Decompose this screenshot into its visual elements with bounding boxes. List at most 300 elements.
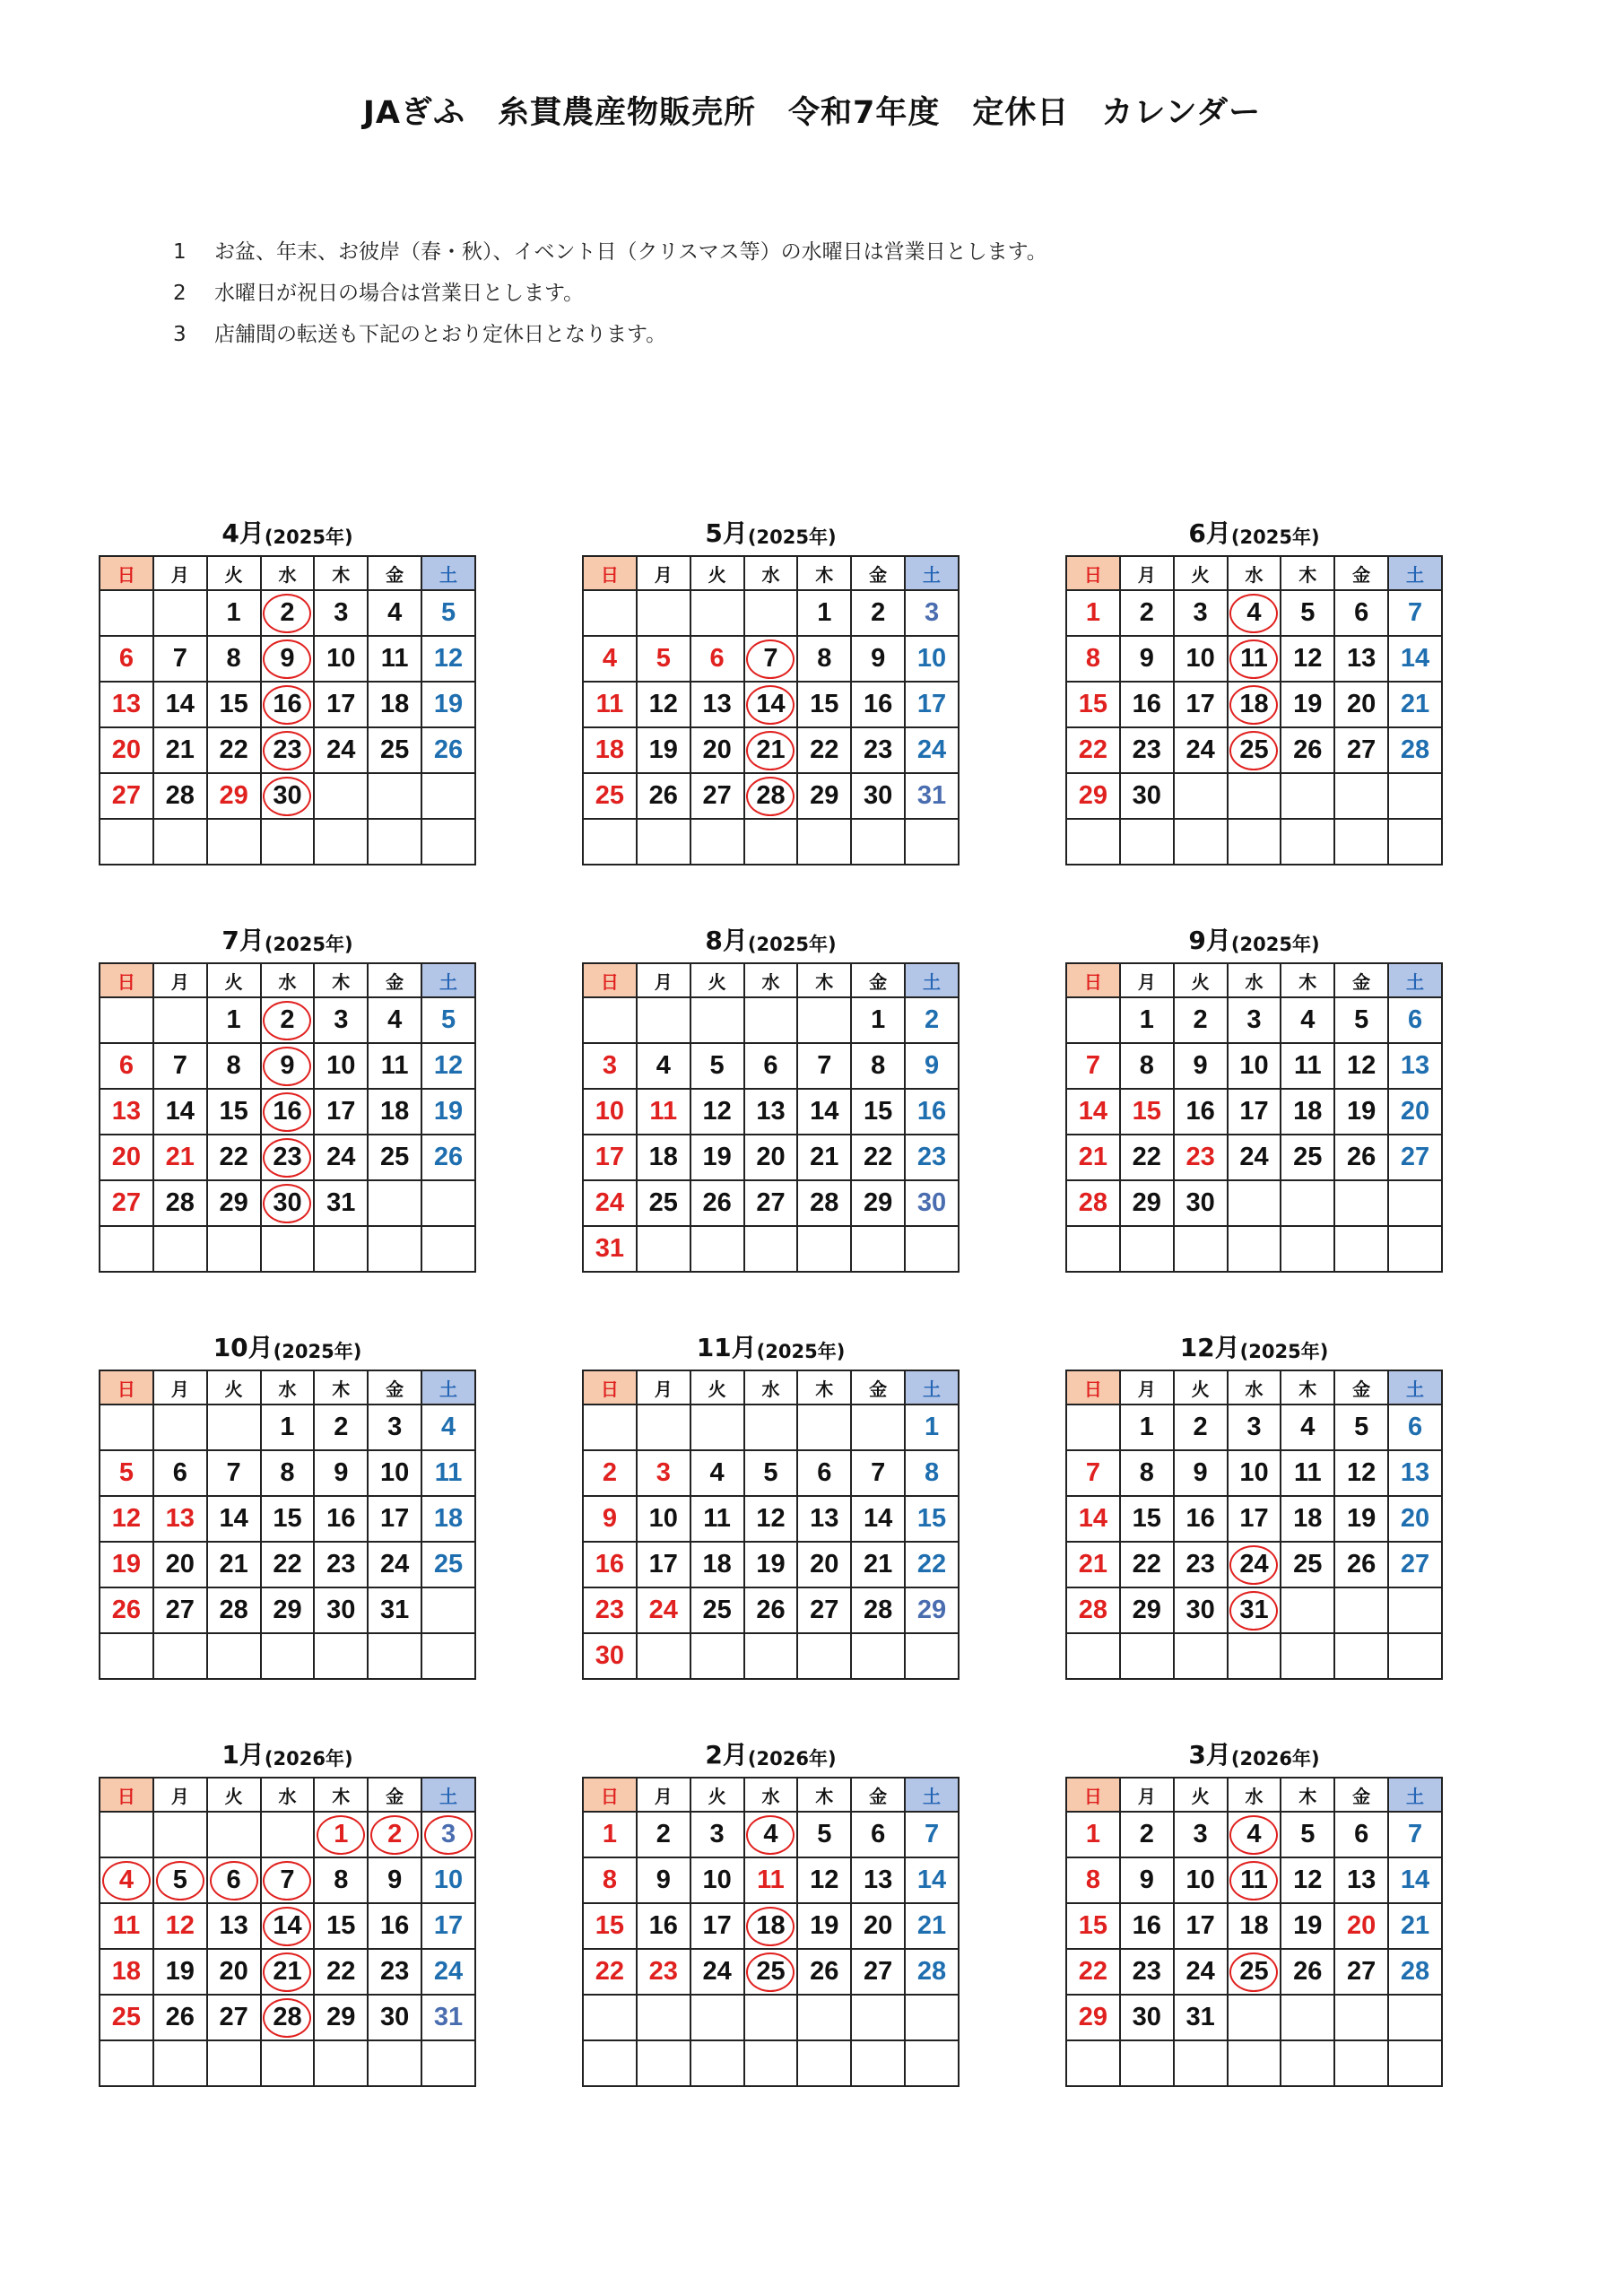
- empty-day-cell: [314, 1633, 368, 1679]
- day-number: 19: [810, 1911, 839, 1940]
- empty-day-cell: [1120, 1633, 1174, 1679]
- day-cell: [905, 1542, 959, 1587]
- day-number: 6: [1354, 1820, 1369, 1848]
- weekday-header: 木: [797, 1778, 851, 1812]
- day-cell: [261, 590, 315, 636]
- empty-day-cell: [1120, 2040, 1174, 2086]
- day-number: 16: [1132, 1911, 1161, 1940]
- day-cell: [1388, 590, 1442, 636]
- empty-day-cell: [153, 1812, 207, 1857]
- day-cell: [1066, 1542, 1120, 1587]
- weekday-header: 火: [207, 963, 261, 997]
- note-text: 水曜日が祝日の場合は営業日とします。: [214, 282, 585, 305]
- day-cell: [637, 1043, 690, 1089]
- weekday-header: 土: [421, 963, 475, 997]
- day-number: 24: [916, 735, 947, 764]
- day-cell: [207, 1450, 261, 1496]
- day-number: 17: [916, 690, 947, 718]
- empty-day-cell: [637, 2040, 690, 2086]
- day-number: 8: [1139, 1051, 1154, 1080]
- weekday-header: 水: [744, 556, 798, 590]
- day-cell: [1120, 1089, 1174, 1135]
- day-cell: [1174, 1857, 1228, 1903]
- day-number: 7: [817, 1051, 832, 1080]
- day-cell: [797, 1903, 851, 1949]
- day-cell: [1228, 1949, 1281, 1995]
- day-number: 27: [1347, 735, 1376, 764]
- note-text: お盆、年末、お彼岸（春・秋）、イベント日（クリスマス等）の水曜日は営業日とします。: [214, 240, 1047, 264]
- day-cell: [368, 1812, 421, 1857]
- note-text: 店舗間の転送も下記のとおり定休日となります。: [214, 323, 667, 346]
- day-cell: [100, 1857, 153, 1903]
- day-number: 4: [387, 598, 403, 627]
- empty-day-cell: [905, 1995, 959, 2040]
- day-number: 29: [273, 1596, 302, 1624]
- empty-day-cell: [207, 1812, 261, 1857]
- day-number: 11: [112, 1911, 141, 1940]
- day-cell: [905, 1405, 959, 1450]
- day-number: 9: [924, 1051, 940, 1080]
- day-number: 14: [165, 1097, 195, 1126]
- week-row: [583, 2040, 959, 2086]
- week-row: [100, 1812, 475, 1857]
- empty-day-cell: [368, 819, 421, 865]
- day-cell: [100, 1903, 153, 1949]
- day-number: 28: [219, 1596, 248, 1624]
- empty-day-cell: [207, 1633, 261, 1679]
- day-cell: [851, 590, 905, 636]
- empty-day-cell: [583, 1995, 637, 2040]
- week-row: [100, 1450, 475, 1496]
- day-cell: [421, 1405, 475, 1450]
- day-number: 7: [924, 1820, 940, 1848]
- day-number: 14: [165, 690, 195, 718]
- day-number: 16: [380, 1911, 410, 1940]
- day-cell: [1066, 590, 1120, 636]
- weekday-header: 月: [1120, 963, 1174, 997]
- week-row: [100, 819, 475, 865]
- day-cell: [314, 682, 368, 727]
- day-number: 3: [334, 1005, 349, 1034]
- closed-day-number: 7: [280, 1866, 295, 1894]
- day-cell: [100, 1043, 153, 1089]
- month-year: (2025年): [1230, 934, 1320, 955]
- weekday-header: 水: [1228, 556, 1281, 590]
- day-number: 12: [702, 1097, 732, 1126]
- empty-day-cell: [153, 997, 207, 1043]
- day-cell: [583, 1812, 637, 1857]
- day-cell: [207, 1587, 261, 1633]
- weekday-header-row: [100, 1370, 475, 1405]
- day-cell: [1281, 1405, 1334, 1450]
- day-cell: [905, 997, 959, 1043]
- day-number: 29: [1078, 781, 1108, 810]
- day-cell: [261, 1135, 315, 1180]
- day-cell: [1120, 727, 1174, 773]
- closed-day-number: 18: [1239, 690, 1269, 718]
- day-cell: [207, 1135, 261, 1180]
- day-number: 5: [440, 1005, 456, 1034]
- empty-day-cell: [1066, 1633, 1120, 1679]
- day-cell: [421, 1949, 475, 1995]
- day-cell: [1066, 773, 1120, 819]
- day-cell: [1066, 727, 1120, 773]
- day-cell: [905, 1450, 959, 1496]
- month-year: (2026年): [747, 1748, 837, 1770]
- day-cell: [1388, 1496, 1442, 1542]
- day-cell: [851, 1135, 905, 1180]
- calendar-table: [582, 962, 960, 1273]
- day-number: 15: [219, 1097, 248, 1126]
- empty-day-cell: [744, 1995, 798, 2040]
- weekday-header: 月: [1120, 1370, 1174, 1405]
- day-cell: [100, 1089, 153, 1135]
- empty-day-cell: [1066, 1226, 1120, 1272]
- day-number: 20: [1400, 1097, 1430, 1126]
- day-number: 13: [1347, 1866, 1376, 1894]
- week-row: [1066, 1089, 1442, 1135]
- day-number: 9: [1193, 1458, 1208, 1487]
- empty-day-cell: [690, 2040, 744, 2086]
- week-row: [583, 727, 959, 773]
- week-row: [583, 1496, 959, 1542]
- weekday-header: 木: [1281, 1778, 1334, 1812]
- day-number: 26: [111, 1596, 142, 1624]
- day-cell: [207, 1542, 261, 1587]
- day-number: 22: [1132, 1550, 1161, 1578]
- closed-day-number: 11: [1240, 1866, 1268, 1894]
- day-number: 24: [1239, 1143, 1269, 1171]
- closed-day-number: 25: [756, 1957, 786, 1986]
- day-number: 18: [380, 1097, 410, 1126]
- day-cell: [1066, 1043, 1120, 1089]
- day-number: 7: [172, 1051, 187, 1080]
- month-year: (2025年): [756, 1341, 846, 1362]
- empty-day-cell: [207, 2040, 261, 2086]
- day-cell: [744, 1496, 798, 1542]
- week-row: [100, 1995, 475, 2040]
- empty-day-cell: [207, 1405, 261, 1450]
- day-number: 6: [172, 1458, 187, 1487]
- day-number: 22: [219, 1143, 248, 1171]
- day-number: 5: [763, 1458, 778, 1487]
- day-cell: [421, 682, 475, 727]
- day-number: 15: [1132, 1504, 1161, 1533]
- day-number: 20: [702, 735, 732, 764]
- day-cell: [1066, 682, 1120, 727]
- day-number: 13: [1400, 1051, 1430, 1080]
- weekday-header: 水: [261, 1370, 315, 1405]
- month-name: 7月: [221, 926, 265, 955]
- day-number: 29: [1078, 2003, 1108, 2031]
- day-number: 22: [1132, 1143, 1161, 1171]
- month-year: (2025年): [1239, 1341, 1329, 1362]
- day-number: 25: [380, 1143, 410, 1171]
- day-cell: [797, 590, 851, 636]
- day-cell: [100, 1587, 153, 1633]
- day-cell: [1120, 636, 1174, 682]
- day-cell: [1174, 1542, 1228, 1587]
- weekday-header: 日: [100, 1370, 153, 1405]
- weekday-header: 日: [100, 963, 153, 997]
- day-cell: [314, 1857, 368, 1903]
- weekday-header: 土: [905, 556, 959, 590]
- week-row: [100, 590, 475, 636]
- day-number: 9: [602, 1504, 617, 1533]
- day-cell: [905, 1812, 959, 1857]
- month-calendar: [99, 1330, 476, 1680]
- day-number: 11: [757, 1866, 785, 1894]
- day-number: 15: [864, 1097, 893, 1126]
- day-number: 25: [433, 1550, 464, 1578]
- day-cell: [421, 997, 475, 1043]
- day-cell: [261, 682, 315, 727]
- day-cell: [314, 1496, 368, 1542]
- empty-day-cell: [690, 1633, 744, 1679]
- day-cell: [421, 1043, 475, 1089]
- day-number: 27: [864, 1957, 893, 1986]
- closed-day-number: 14: [273, 1911, 302, 1940]
- day-number: 19: [756, 1550, 786, 1578]
- empty-day-cell: [368, 2040, 421, 2086]
- week-row: [100, 1405, 475, 1450]
- weekday-header: 金: [1334, 1370, 1388, 1405]
- day-cell: [690, 1903, 744, 1949]
- weekday-header: 金: [1334, 963, 1388, 997]
- day-number: 12: [648, 690, 678, 718]
- weekday-header: 金: [368, 556, 421, 590]
- day-cell: [1120, 1903, 1174, 1949]
- day-number: 26: [1347, 1550, 1376, 1578]
- closed-day-number: 4: [118, 1866, 134, 1894]
- day-cell: [690, 1496, 744, 1542]
- empty-day-cell: [637, 1226, 690, 1272]
- day-number: 14: [1400, 644, 1430, 673]
- weekday-header: 土: [1388, 963, 1442, 997]
- week-row: [100, 1496, 475, 1542]
- day-number: 6: [1354, 598, 1369, 627]
- day-number: 6: [1407, 1005, 1423, 1034]
- day-cell: [1174, 1496, 1228, 1542]
- weekday-header-row: [100, 556, 475, 590]
- day-number: 20: [111, 1143, 142, 1171]
- day-number: 2: [1193, 1413, 1208, 1441]
- weekday-header: 土: [421, 556, 475, 590]
- page-title: JAぎふ 糸貫農産物販売所 令和7年度 定休日 カレンダー: [362, 95, 1262, 131]
- empty-day-cell: [637, 997, 690, 1043]
- month-title: [99, 516, 476, 555]
- weekday-header: 木: [314, 556, 368, 590]
- day-number: 13: [810, 1504, 839, 1533]
- day-number: 16: [864, 690, 893, 718]
- empty-day-cell: [1281, 1587, 1334, 1633]
- closed-day-number: 2: [387, 1820, 403, 1848]
- day-cell: [583, 1135, 637, 1180]
- month-name: 2月: [705, 1740, 748, 1770]
- closed-day-number: 11: [1240, 644, 1268, 673]
- day-number: 27: [810, 1596, 839, 1624]
- week-row: [100, 1226, 475, 1272]
- week-row: [100, 1949, 475, 1995]
- day-number: 25: [380, 735, 410, 764]
- day-cell: [100, 1135, 153, 1180]
- closed-day-number: 21: [273, 1957, 302, 1986]
- day-number: 3: [387, 1413, 403, 1441]
- day-number: 5: [1354, 1413, 1369, 1441]
- day-number: 2: [656, 1820, 671, 1848]
- day-cell: [744, 1180, 798, 1226]
- closed-day-number: 25: [1239, 735, 1269, 764]
- week-row: [583, 636, 959, 682]
- day-number: 20: [756, 1143, 786, 1171]
- day-number: 19: [1347, 1504, 1376, 1533]
- empty-day-cell: [851, 2040, 905, 2086]
- closed-day-number: 16: [273, 690, 302, 718]
- week-row: [1066, 1633, 1442, 1679]
- week-row: [100, 1587, 475, 1633]
- day-cell: [851, 773, 905, 819]
- day-cell: [1228, 1903, 1281, 1949]
- day-cell: [100, 636, 153, 682]
- day-cell: [1228, 1405, 1281, 1450]
- day-number: 8: [226, 644, 241, 673]
- day-cell: [690, 682, 744, 727]
- empty-day-cell: [690, 1226, 744, 1272]
- closed-day-number: 30: [273, 1188, 302, 1217]
- day-cell: [314, 1089, 368, 1135]
- day-number: 22: [864, 1143, 893, 1171]
- day-number: 27: [756, 1188, 786, 1217]
- day-cell: [690, 1043, 744, 1089]
- day-number: 24: [433, 1957, 464, 1986]
- day-number: 26: [648, 781, 678, 810]
- day-cell: [851, 1043, 905, 1089]
- day-cell: [153, 1089, 207, 1135]
- day-number: 23: [864, 735, 893, 764]
- day-number: 27: [165, 1596, 195, 1624]
- day-cell: [637, 773, 690, 819]
- day-number: 7: [1085, 1051, 1100, 1080]
- weekday-header: 土: [905, 1370, 959, 1405]
- day-cell: [368, 1496, 421, 1542]
- day-cell: [744, 682, 798, 727]
- day-number: 14: [810, 1097, 839, 1126]
- month-year: (2025年): [747, 934, 837, 955]
- day-cell: [1388, 1542, 1442, 1587]
- note-number: 3: [173, 323, 187, 346]
- day-number: 28: [1400, 735, 1430, 764]
- month-calendar: [99, 1737, 476, 2087]
- day-number: 3: [1246, 1005, 1262, 1034]
- closed-day-number: 5: [172, 1866, 187, 1894]
- day-number: 9: [1139, 644, 1154, 673]
- day-cell: [583, 727, 637, 773]
- day-number: 10: [326, 644, 356, 673]
- day-number: 10: [1185, 1866, 1215, 1894]
- empty-day-cell: [905, 819, 959, 865]
- day-number: 25: [1293, 1550, 1323, 1578]
- day-number: 10: [595, 1097, 625, 1126]
- day-number: 16: [648, 1911, 678, 1940]
- day-cell: [153, 682, 207, 727]
- day-number: 9: [871, 644, 886, 673]
- day-number: 30: [864, 781, 893, 810]
- day-number: 21: [1400, 1911, 1430, 1940]
- day-cell: [1066, 1587, 1120, 1633]
- week-row: [583, 1949, 959, 1995]
- day-number: 19: [1293, 1911, 1323, 1940]
- empty-day-cell: [421, 2040, 475, 2086]
- day-number: 13: [756, 1097, 786, 1126]
- day-number: 30: [380, 2003, 410, 2031]
- empty-day-cell: [1281, 2040, 1334, 2086]
- weekday-header: 木: [314, 963, 368, 997]
- empty-day-cell: [261, 819, 315, 865]
- empty-day-cell: [905, 2040, 959, 2086]
- day-number: 26: [702, 1188, 732, 1217]
- day-number: 19: [648, 735, 678, 764]
- day-cell: [1120, 1450, 1174, 1496]
- closed-day-number: 3: [440, 1820, 456, 1848]
- day-cell: [314, 1043, 368, 1089]
- day-cell: [851, 1857, 905, 1903]
- day-cell: [797, 1135, 851, 1180]
- day-cell: [368, 1089, 421, 1135]
- day-number: 15: [219, 690, 248, 718]
- empty-day-cell: [421, 1180, 475, 1226]
- day-cell: [207, 1857, 261, 1903]
- day-cell: [261, 1542, 315, 1587]
- calendar-table: [99, 1370, 476, 1680]
- empty-day-cell: [100, 1633, 153, 1679]
- day-number: 25: [702, 1596, 732, 1624]
- month-calendar: [99, 516, 476, 865]
- day-number: 6: [1407, 1413, 1423, 1441]
- week-row: [583, 1542, 959, 1587]
- week-row: [100, 1857, 475, 1903]
- day-number: 3: [1193, 598, 1208, 627]
- calendar-table: [582, 1370, 960, 1680]
- day-number: 22: [326, 1957, 356, 1986]
- weekday-header: 木: [314, 1370, 368, 1405]
- day-cell: [368, 590, 421, 636]
- day-cell: [690, 1587, 744, 1633]
- empty-day-cell: [1228, 773, 1281, 819]
- weekday-header: 月: [1120, 556, 1174, 590]
- note-number: 1: [173, 240, 187, 264]
- day-number: 29: [1132, 1596, 1161, 1624]
- month-title: [582, 923, 960, 962]
- day-cell: [261, 1043, 315, 1089]
- day-cell: [207, 773, 261, 819]
- day-cell: [905, 1903, 959, 1949]
- day-cell: [583, 1633, 637, 1679]
- day-cell: [1174, 1812, 1228, 1857]
- day-cell: [583, 1180, 637, 1226]
- day-cell: [1174, 590, 1228, 636]
- day-cell: [851, 682, 905, 727]
- day-cell: [797, 1812, 851, 1857]
- day-cell: [1174, 1995, 1228, 2040]
- day-number: 10: [702, 1866, 732, 1894]
- month-name: 11月: [696, 1333, 757, 1362]
- day-number: 13: [165, 1504, 195, 1533]
- day-number: 10: [380, 1458, 410, 1487]
- day-cell: [153, 1587, 207, 1633]
- day-cell: [1388, 1903, 1442, 1949]
- day-number: 8: [280, 1458, 295, 1487]
- empty-day-cell: [100, 590, 153, 636]
